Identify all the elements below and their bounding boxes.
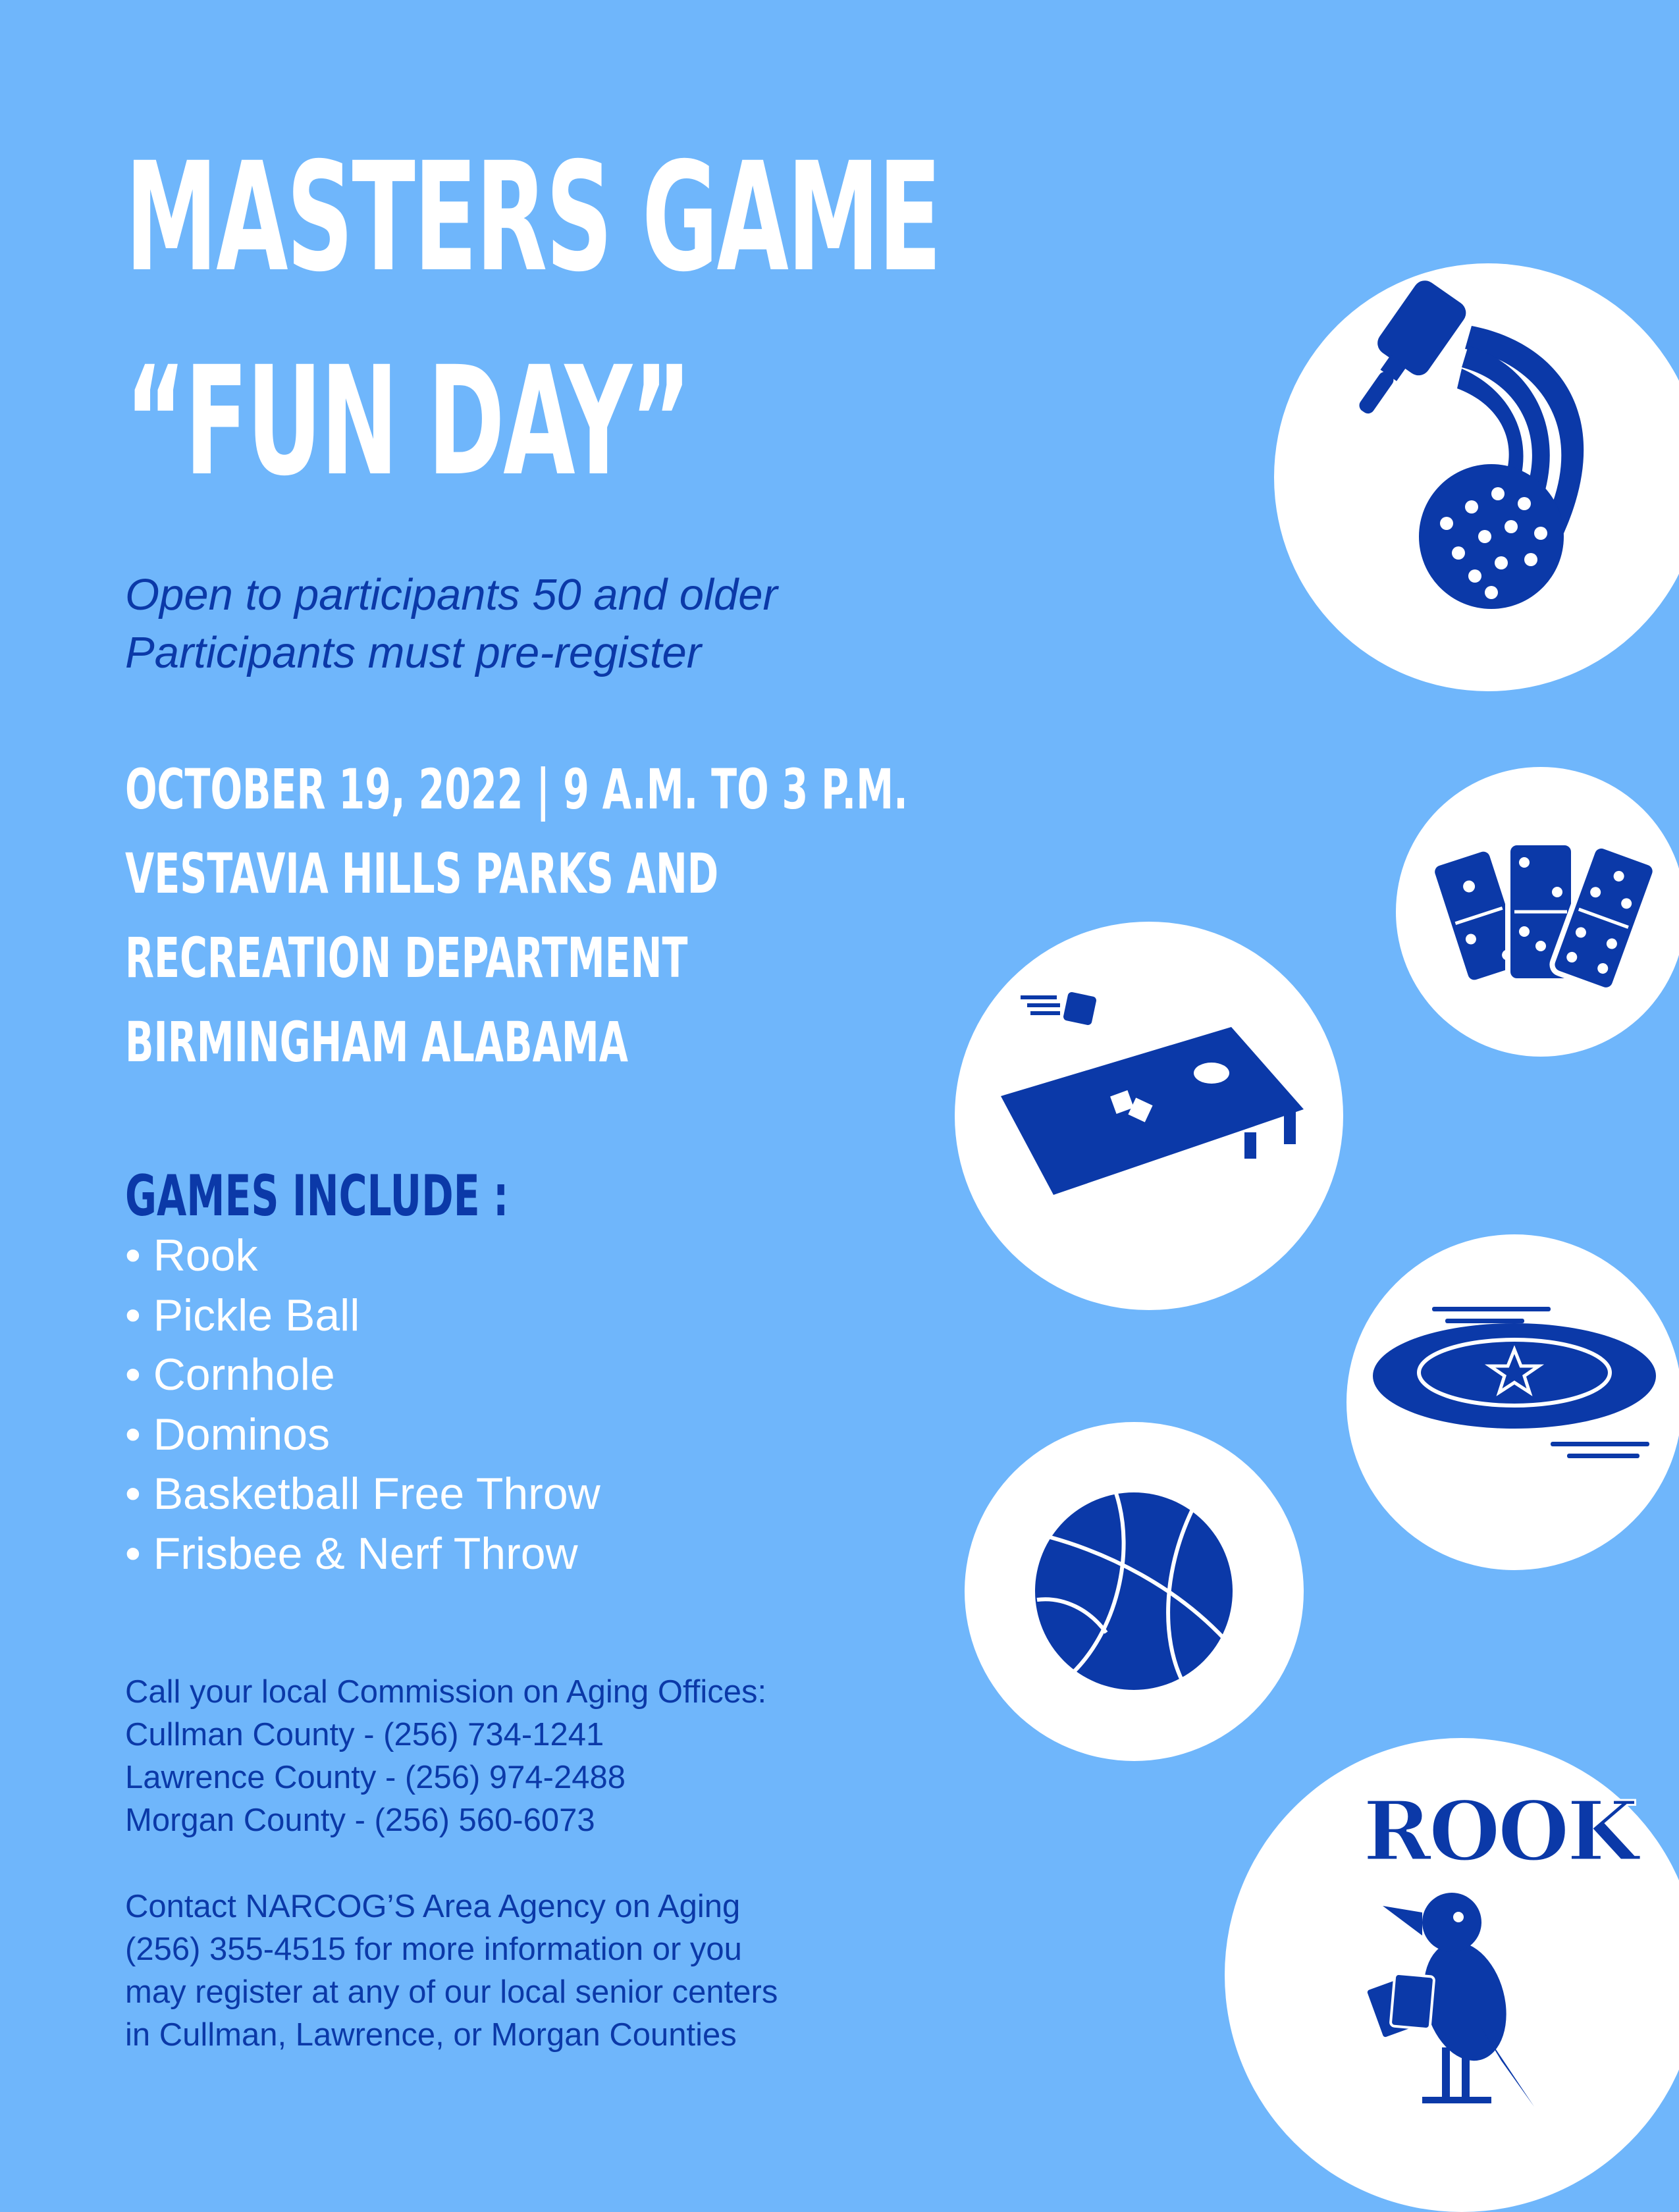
morgan-county-phone: Morgan County - (256) 560-6073 xyxy=(125,1803,595,1838)
rook-logo-icon xyxy=(1225,1738,1679,2212)
pickleball-circle xyxy=(1274,263,1679,691)
agency-line-2: (256) 355-4515 for more information or you xyxy=(125,1932,742,1967)
dominoes-circle xyxy=(1396,767,1679,1057)
event-details xyxy=(125,747,908,1084)
event-location: BIRMINGHAM ALABAMA xyxy=(125,1010,628,1074)
title-line-1: MASTERS GAME xyxy=(125,130,940,305)
list-item: • Dominos xyxy=(125,1405,600,1465)
games-list xyxy=(125,1226,600,1583)
lawrence-county-phone: Lawrence County - (256) 974-2488 xyxy=(125,1760,626,1795)
list-item: • Basketball Free Throw xyxy=(125,1464,600,1524)
dominoes-icon xyxy=(1396,767,1679,1057)
county-contacts xyxy=(125,1671,766,1842)
event-date-time: OCTOBER 19, 2022 | 9 A.M. TO 3 P.M. xyxy=(125,757,908,822)
event-venue-line-1: VESTAVIA HILLS PARKS AND xyxy=(125,841,719,906)
rook-circle xyxy=(1225,1738,1679,2212)
list-item: • Pickle Ball xyxy=(125,1286,600,1346)
registration-note: Participants must pre-register xyxy=(125,628,702,677)
basketball-icon xyxy=(965,1422,1304,1761)
pickleball-paddle-icon xyxy=(1274,263,1679,691)
eligibility-text: Open to participants 50 and older xyxy=(125,570,778,619)
basketball-circle xyxy=(965,1422,1304,1761)
agency-line-1: Contact NARCOG’S Area Agency on Aging xyxy=(125,1889,741,1924)
cornhole-circle xyxy=(955,922,1343,1310)
list-item: • Rook xyxy=(125,1226,600,1286)
poster-title xyxy=(125,115,940,523)
cornhole-board-icon xyxy=(955,922,1343,1310)
agency-contact xyxy=(125,1885,778,2057)
title-line-2: “FUN DAY” xyxy=(125,334,690,509)
frisbee-circle xyxy=(1346,1234,1679,1570)
agency-line-4: in Cullman, Lawrence, or Morgan Counties xyxy=(125,2017,737,2053)
agency-line-3: may register at any of our local senior centers xyxy=(125,1974,778,2010)
eligibility-info xyxy=(125,566,778,682)
list-item: • Frisbee & Nerf Throw xyxy=(125,1524,600,1584)
contacts-intro: Call your local Commission on Aging Offices: xyxy=(125,1674,767,1710)
rook-logo-text: ROOK xyxy=(1363,1783,1636,1880)
games-heading: GAMES INCLUDE : xyxy=(125,1163,509,1229)
event-venue-line-2: RECREATION DEPARTMENT xyxy=(125,926,688,990)
list-item: • Cornhole xyxy=(125,1345,600,1405)
cullman-county-phone: Cullman County - (256) 734-1241 xyxy=(125,1717,604,1752)
frisbee-icon xyxy=(1346,1234,1679,1570)
